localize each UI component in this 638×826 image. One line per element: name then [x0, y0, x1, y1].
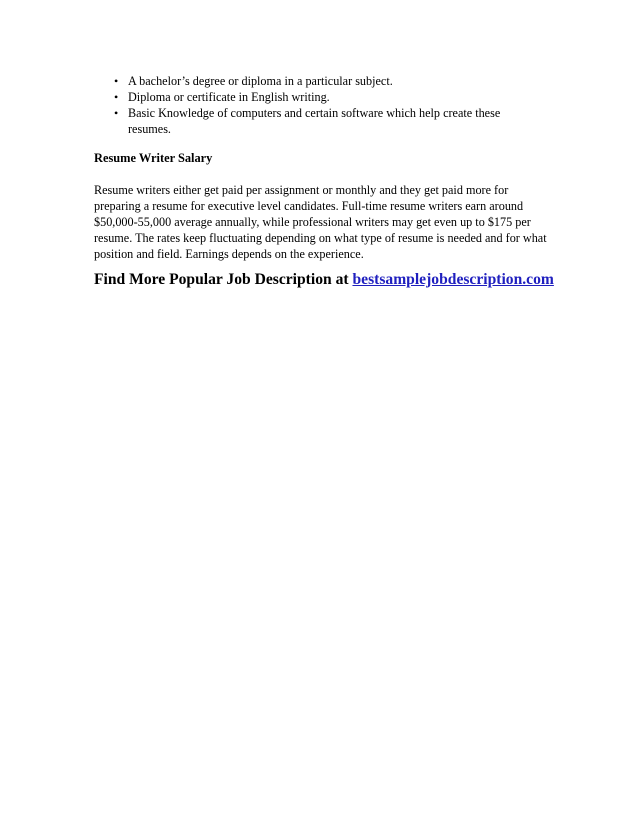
salary-paragraph: Resume writers either get paid per assignment or monthly and they get paid more for preparing a resume for executive level candidates. Full-time resume writers earn around $50,000-55,000 average annually, while professional writers may get even up to $175 per resume. The rates keep fluctuating depending on what type of resume is needed and for what position and field. Earnings depends on the experience. [94, 183, 547, 261]
list-item [94, 105, 534, 137]
list-item-text: Diploma or certificate in English writing. [128, 90, 330, 104]
list-item [94, 73, 534, 89]
bullet-icon: • [114, 106, 119, 120]
website-link[interactable]: bestsamplejobdescription.com [352, 271, 554, 288]
cta-prefix: Find More Popular Job Description at [94, 271, 353, 288]
list-item-text: A bachelor’s degree or diploma in a particular subject. [128, 74, 393, 88]
call-to-action [94, 270, 594, 290]
requirements-list [94, 73, 534, 137]
list-item [94, 89, 534, 105]
bullet-icon: • [114, 74, 119, 88]
bullet-icon: • [114, 90, 119, 104]
section-heading: Resume Writer Salary [94, 151, 213, 165]
list-item-text: Basic Knowledge of computers and certain software which help create these resumes. [128, 106, 501, 136]
